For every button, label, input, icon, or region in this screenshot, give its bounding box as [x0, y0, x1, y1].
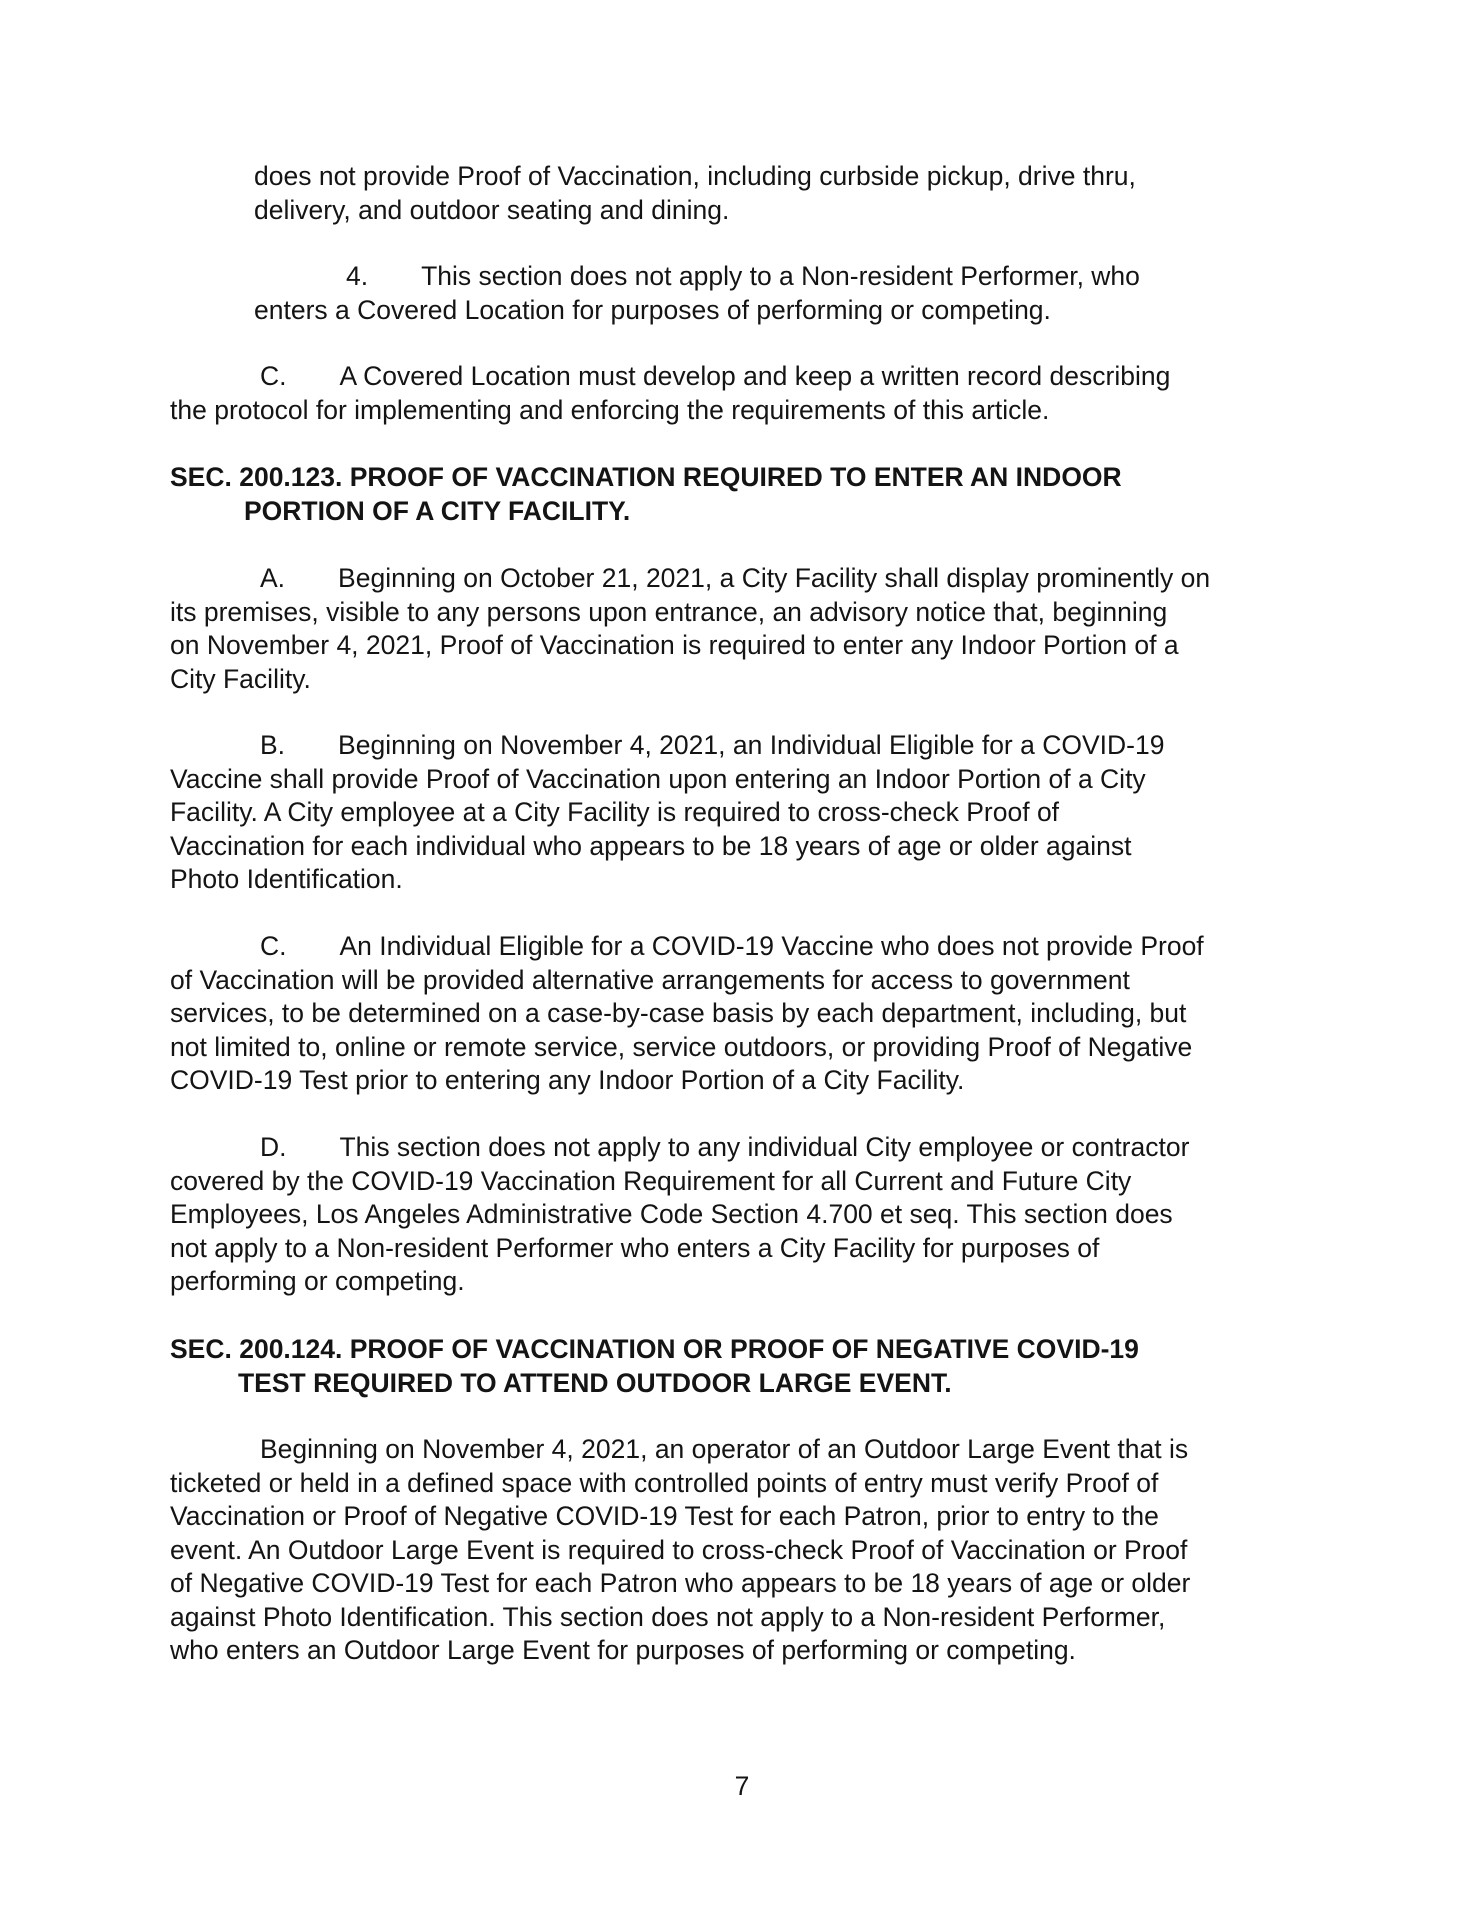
section-heading-line: SEC. 200.123. PROOF OF VACCINATION REQUIRED TO ENTER AN INDOOR	[170, 462, 1122, 492]
paragraph-200-123-a: A. Beginning on October 21, 2021, a City Facility shall display prominently on its premises, visible to any persons upon entrance, an advisory notice that, beginning on November 4, 2021, Proof of Vaccination is required to enter any Indoor Portion of a City Facility.	[170, 563, 1211, 694]
section-heading-200-123	[170, 461, 1122, 528]
page-number: 7	[734, 1771, 750, 1801]
paragraph-200-123-b: B. Beginning on November 4, 2021, an Individual Eligible for a COVID-19 Vaccine shall provide Proof of Vaccination upon entering an Indoor Portion of a City Facility. A City employee at a City Facility is required to cross-check Proof of Vaccination for each individual who appears to be 18 years of age or older against Photo Identification.	[170, 730, 1165, 894]
paragraph-200-123-c: C. An Individual Eligible for a COVID-19 Vaccine who does not provide Proof of Vaccination will be provided alternative arrangements for access to government services, to be determined on a case-by-case basis by each department, including, but not limited to, online or remote service, service outdoors, or providing Proof of Negative COVID-19 Test prior to entering any Indoor Portion of a City Facility.	[170, 931, 1204, 1095]
paragraph-continuation: does not provide Proof of Vaccination, including curbside pickup, drive thru, delivery, and outdoor seating and dining.	[254, 161, 1136, 225]
section-heading-line: SEC. 200.124. PROOF OF VACCINATION OR PROOF OF NEGATIVE COVID-19	[170, 1334, 1139, 1364]
section-heading-line: PORTION OF A CITY FACILITY.	[244, 495, 631, 526]
paragraph-200-123-d: D. This section does not apply to any individual City employee or contractor covered by the COVID-19 Vaccination Requirement for all Current and Future City Employees, Los Angeles Administrative Code Section 4.700 et seq. This section does not apply to a Non-resident Performer who enters a City Facility for purposes of performing or competing.	[170, 1132, 1190, 1296]
section-heading-200-124	[170, 1333, 1139, 1400]
paragraph-item-4: 4. This section does not apply to a Non-resident Performer, who enters a Covered Location for purposes of performing or competing.	[254, 261, 1140, 325]
paragraph-200-124-body: Beginning on November 4, 2021, an operator of an Outdoor Large Event that is ticketed or held in a defined space with controlled points of entry must verify Proof of Vaccination or Proof of Negative COVID-19 Test for each Patron, prior to entry to the event. An Outdoor Large Event is required to cross-check Proof of Vaccination or Proof of Negative COVID-19 Test for each Patron who appears to be 18 years of age or older against Photo Identification. This section does not apply to a Non-resident Performer, who enters an Outdoor Large Event for purposes of performing or competing.	[170, 1434, 1191, 1665]
paragraph-item-c: C. A Covered Location must develop and keep a written record describing the protocol for implementing and enforcing the requirements of this article.	[170, 361, 1171, 425]
section-heading-line: TEST REQUIRED TO ATTEND OUTDOOR LARGE EVENT.	[238, 1367, 952, 1398]
